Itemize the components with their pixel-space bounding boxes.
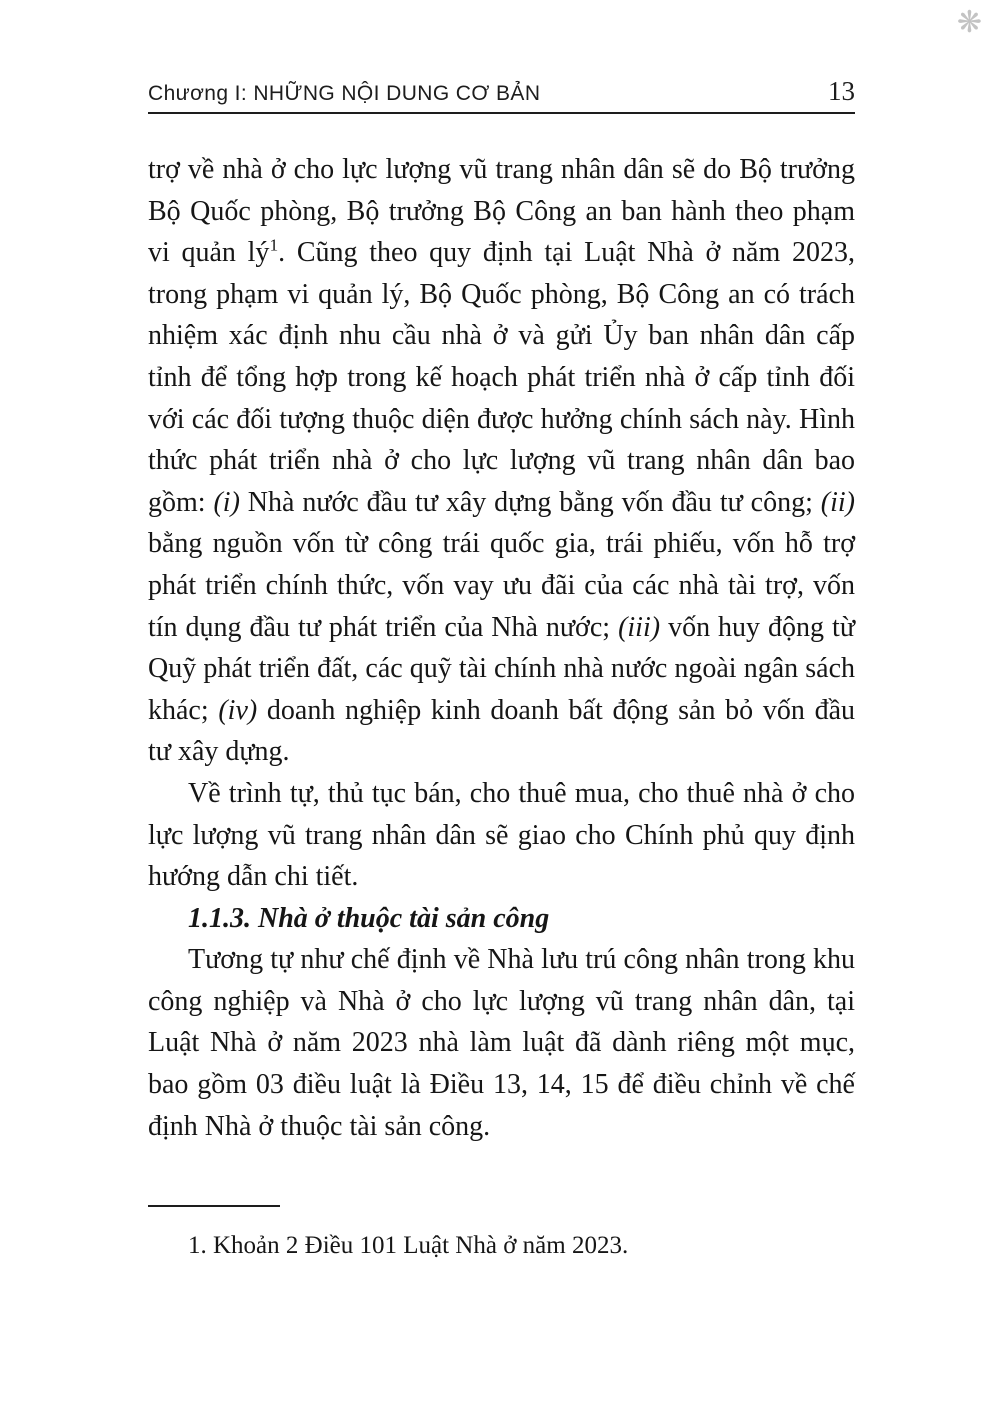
header-rule — [148, 112, 855, 114]
text-run: bằng nguồn vốn từ công trái quốc gia, trái phiếu, vốn hỗ trợ phát triển chính thức, vốn vay ưu đãi của các nhà tài trợ, vốn tín dụng đầu tư phát triển của Nhà nước; — [148, 528, 855, 643]
chapter-title: Chương I: NHỮNG NỘI DUNG CƠ BẢN — [148, 82, 541, 105]
page-number: 13 — [828, 76, 855, 106]
text-run: vốn huy động từ Quỹ phát triển đất, các quỹ tài chính nhà nước ngoài ngân sách khác; — [148, 611, 855, 726]
text-run: doanh nghiệp kinh doanh bất động sản bỏ vốn đầu tư xây dựng. — [148, 694, 855, 768]
text-run: . Cũng theo quy định tại Luật Nhà ở năm 2023, trong phạm vi quản lý, Bộ Quốc phòng, Bộ Công an có trách nhiệm xác định nhu cầu nhà ở và gửi Ủy ban nhân dân cấp tỉnh để tổng hợp trong kế hoạch phát triển nhà ở cấp tỉnh đối với các đối tượng thuộc diện được hưởng chính sách này. Hình thức phát triển nhà ở cho lực lượng vũ trang nhân dân bao gồm: — [148, 237, 855, 518]
section-heading — [148, 898, 855, 940]
paragraph — [148, 773, 855, 898]
body-text — [148, 149, 855, 1147]
paragraph — [148, 939, 855, 1147]
text-run: (iv) — [218, 694, 258, 726]
flower-ornament-icon: ❋ — [956, 5, 982, 40]
footnote-ref: 1 — [269, 235, 279, 255]
page-header — [148, 76, 855, 107]
text-run: Nhà nước đầu tư xây dựng bằng vốn đầu tư công; — [239, 486, 821, 518]
text-run: 1.1.3. Nhà ở thuộc tài sản công — [188, 902, 550, 934]
text-run: (ii) — [820, 486, 856, 518]
text-run: Về trình tự, thủ tục bán, cho thuê mua, cho thuê nhà ở cho lực lượng vũ trang nhân dân sẽ giao cho Chính phủ quy định hướng dẫn chi tiết. — [148, 777, 855, 893]
text-run: (iii) — [618, 611, 661, 643]
text-run: Tương tự như chế định về Nhà lưu trú công nhân trong khu công nghiệp và Nhà ở cho lực lượng vũ trang nhân dân, tại Luật Nhà ở năm 2023 nhà làm luật đã dành riêng một mục, bao gồm 03 điều luật là Điều 13, 14, 15 để điều chỉnh về chế định Nhà ở thuộc tài sản công. — [148, 944, 855, 1142]
text-run: trợ về nhà ở cho lực lượng vũ trang nhân dân sẽ do Bộ trưởng Bộ Quốc phòng, Bộ trưởng Bộ Công an ban hành theo phạm vi quản lý — [148, 154, 855, 269]
footnote-separator — [148, 1205, 280, 1207]
text-run: (i) — [213, 486, 240, 518]
footnote: 1. Khoản 2 Điều 101 Luật Nhà ở năm 2023. — [188, 1232, 629, 1259]
paragraph — [148, 149, 855, 773]
